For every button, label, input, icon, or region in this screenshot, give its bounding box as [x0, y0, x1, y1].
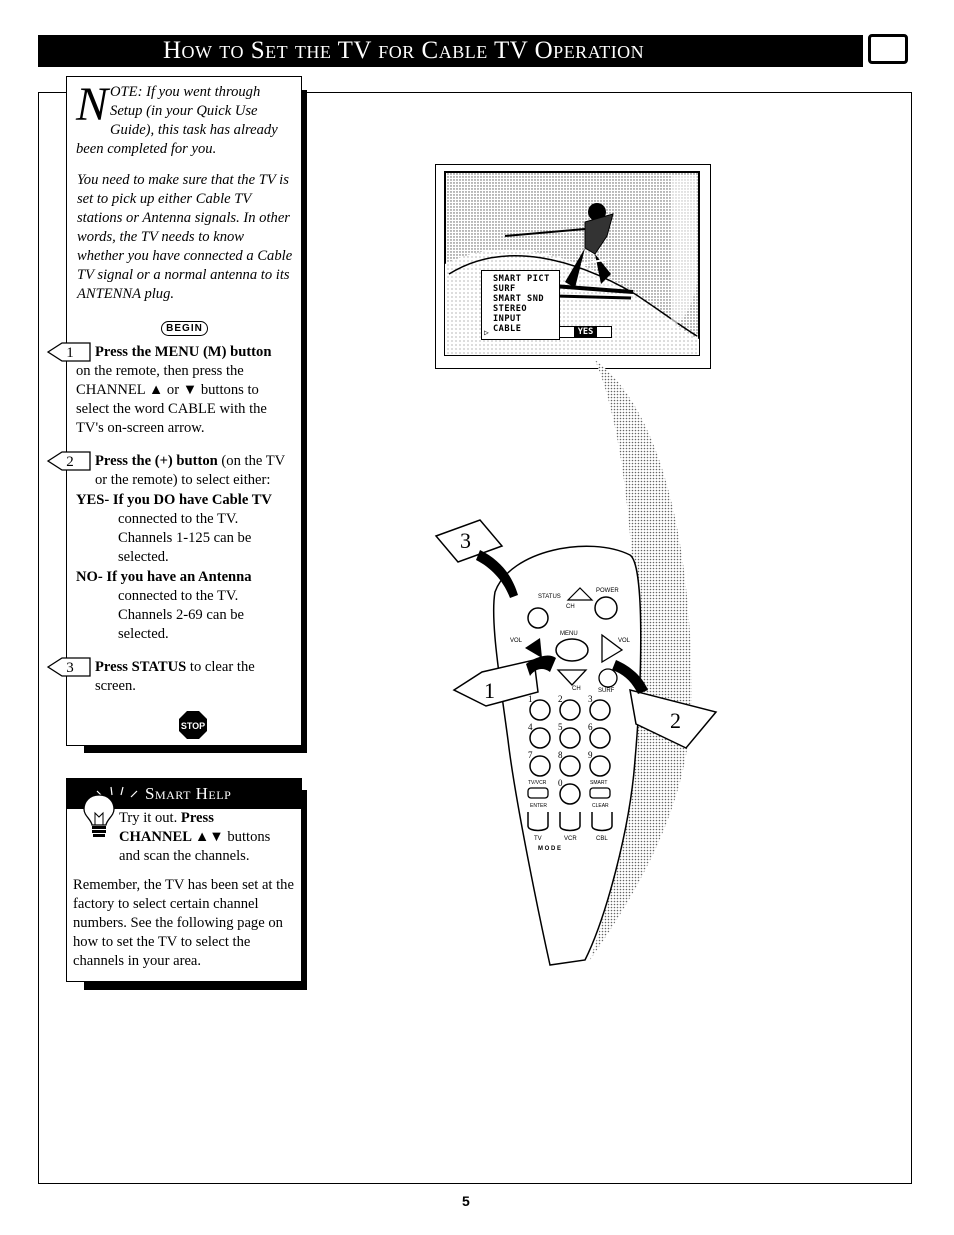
stop-label: STOP: [180, 721, 205, 731]
menu-item-input: INPUT: [493, 314, 522, 324]
step-1: [66, 343, 293, 438]
label-status: STATUS: [538, 594, 561, 600]
callout-1-number: 1: [484, 678, 495, 703]
step-2-arrow-icon: [46, 450, 92, 472]
step-1-number: 1: [66, 345, 74, 361]
remote-control-illustration: [430, 360, 750, 970]
label-vol-left: VOL: [510, 638, 523, 644]
label-surf: SURF: [598, 688, 615, 694]
frame-top-left: [38, 92, 66, 93]
option-yes-bold: If you DO have Cable TV: [112, 492, 272, 508]
smart-help-panel: [66, 778, 302, 982]
step-3: [66, 658, 293, 696]
label-vol-right: VOL: [618, 638, 631, 644]
menu-item-smart-pict: SMART PICT: [493, 274, 550, 284]
callout-2-number: 2: [670, 708, 681, 733]
smart-help-title: Smart Help: [145, 784, 232, 803]
page-number: 5: [462, 1193, 470, 1209]
label-menu: MENU: [560, 631, 578, 637]
instructions-panel: [66, 76, 302, 746]
stop-sign-icon: [178, 710, 208, 740]
menu-selected-value: YES: [574, 327, 598, 337]
step-2-text: (on the TV or the remote) to select either:: [95, 453, 285, 488]
tip-rest: buttons and scan the channels.: [119, 829, 271, 864]
begin-label: BEGIN: [161, 321, 208, 336]
menu-arrow-icon: ▷: [484, 328, 490, 337]
step-3-bold: Press STATUS: [95, 659, 187, 675]
option-yes-body: connected to the TV. Channels 1-125 can be selected.: [118, 511, 252, 565]
label-vcr: VCR: [564, 836, 577, 842]
label-tv: TV: [534, 836, 542, 842]
label-mode: M O D E: [538, 846, 562, 852]
step-3-number: 3: [66, 660, 74, 676]
light-bulb-icon: [79, 791, 119, 841]
menu-value-box: [559, 326, 612, 338]
option-yes: [76, 491, 293, 567]
callout-3-arrow-icon: [436, 520, 518, 598]
mode-vcr-button-icon: [560, 812, 580, 831]
option-no-body: connected to the TV. Channels 2-69 can be selected.: [118, 588, 245, 642]
digit-4: 4: [528, 722, 533, 732]
surf-button-icon: [599, 669, 617, 687]
option-yes-label: YES-: [76, 492, 110, 508]
note-paragraph: You need to make sure that the TV is set to pick up either Cable TV stations or Antenna signals. In other words, the TV needs to know whether you have connected a Cable TV signal or a normal antenna to its ANTENNA plug.: [77, 172, 293, 302]
step-1-bold: Press the MENU (M) button: [95, 344, 272, 360]
note-intro-text: OTE: If you went through Setup (in your Quick Use Guide), this task has already been completed for you.: [76, 84, 278, 157]
digit-6: 6: [588, 722, 593, 732]
on-screen-menu: [481, 270, 560, 340]
step-1-text: on the remote, then press the CHANNEL ▲ or ▼ buttons to select the word CABLE with the TV's on-screen arrow.: [76, 363, 267, 436]
tip-channel: CHANNEL ▲▼: [119, 829, 224, 845]
option-no: [76, 568, 293, 644]
step-3-arrow-icon: [46, 656, 92, 678]
begin-badge: [76, 318, 293, 337]
note-intro: [76, 78, 293, 159]
menu-item-smart-snd: SMART SND: [493, 294, 545, 304]
label-tvvcr: TV/VCR: [528, 780, 547, 786]
title-box-icon: [868, 34, 908, 64]
callout-3-number: 3: [460, 528, 471, 553]
status-button-icon: [528, 608, 548, 628]
power-button-icon: [595, 597, 617, 619]
tip-bold: Press: [180, 810, 214, 826]
option-no-label: NO-: [76, 569, 103, 585]
label-enter: ENTER: [530, 803, 547, 809]
mode-tv-button-icon: [528, 812, 548, 831]
step-2-bold: Press the (+) button: [95, 453, 218, 469]
mode-cbl-button-icon: [592, 812, 612, 831]
option-no-bold: If you have an Antenna: [106, 569, 252, 585]
label-ch-top: CH: [566, 604, 575, 610]
tv-screen-illustration: [435, 164, 713, 371]
frame-top-right: [303, 92, 912, 93]
label-power: POWER: [596, 588, 619, 594]
note-dropcap: N: [76, 78, 109, 131]
digit-7: 7: [528, 750, 533, 760]
digit-9: 9: [588, 750, 593, 760]
label-cbl: CBL: [596, 836, 608, 842]
digit-5: 5: [558, 722, 563, 732]
step-2-number: 2: [66, 454, 74, 470]
digit-2: 2: [558, 694, 563, 704]
digit-8: 8: [558, 750, 563, 760]
step-3-text: to clear the screen.: [95, 659, 255, 694]
digit-3: 3: [588, 694, 593, 704]
menu-item-stereo: STEREO: [493, 304, 528, 314]
step-1-arrow-icon: [46, 341, 92, 363]
page-title: How to Set the TV for Cable TV Operation: [38, 35, 863, 67]
step-2: [66, 452, 293, 644]
menu-button-icon: [556, 639, 588, 661]
digit-0: 0: [558, 778, 563, 788]
digit-1: 1: [528, 694, 533, 704]
label-ch-bottom: CH: [572, 686, 581, 692]
menu-item-cable: CABLE: [493, 324, 522, 334]
label-clear: CLEAR: [592, 803, 609, 809]
tip-plain: Try it out.: [119, 810, 178, 826]
menu-item-surf: SURF: [493, 284, 516, 294]
label-smart: SMART: [590, 780, 608, 786]
smart-help-paragraph: Remember, the TV has been set at the factory to select certain channel numbers. See the following page on how to set the TV to select the channels in your area.: [73, 877, 294, 969]
